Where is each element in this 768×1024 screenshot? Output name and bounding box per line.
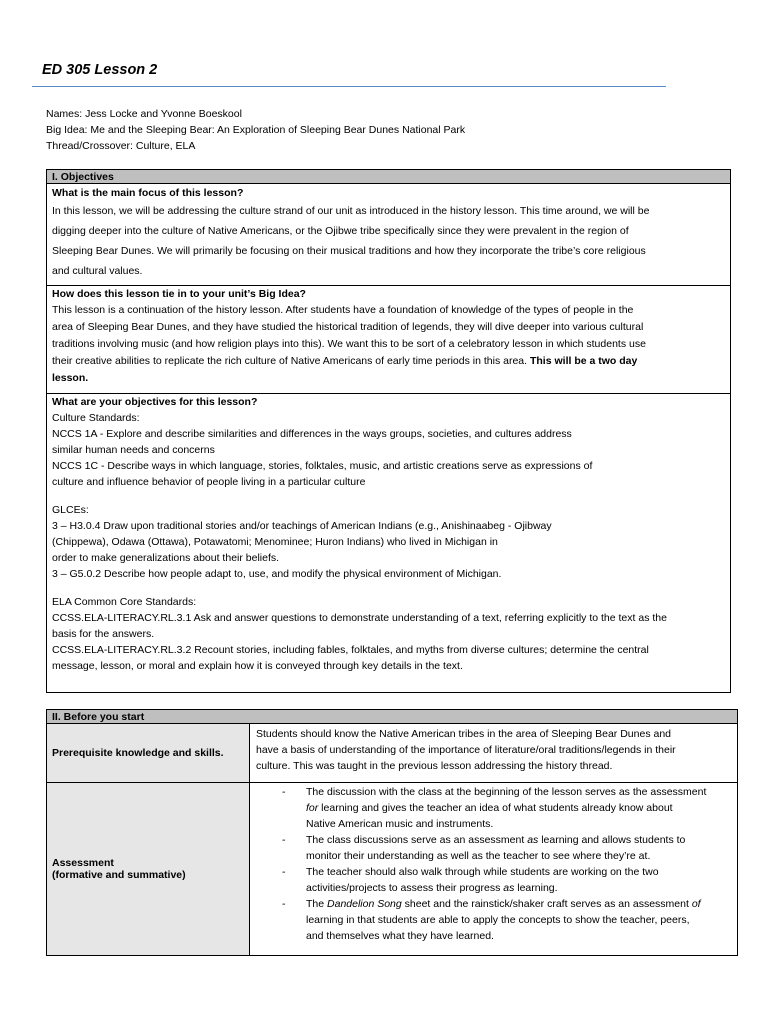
assessment-label-line: Assessment [52,857,114,869]
big-idea-line: Big Idea: Me and the Sleeping Bear: An Exploration of Sleeping Bear Dunes National Park [46,124,466,136]
focus-line: In this lesson, we will be addressing the culture strand of our unit as introduced in the history lesson. This time around, we will be [52,205,650,217]
lesson-meta [46,106,465,154]
focus-line: digging deeper into the culture of Native Americans, or the Ojibwe tribe specifically since they were prevalent in the region of [52,225,629,237]
focus-line: and cultural values. [52,265,143,277]
assessment-value [250,783,738,956]
culture-standard-line: NCCS 1C - Describe ways in which language, stories, folktales, music, and artistic creations serve as expressions of [52,460,593,472]
thread-line: Thread/Crossover: Culture, ELA [46,140,196,152]
glce-line: order to make generalizations about their beliefs. [52,552,280,564]
before-you-start-table [46,709,738,956]
glce-line: (Chippewa), Odawa (Ottawa), Potawatomi; Menominee; Huron Indians) who lived in Michigan in [52,536,498,548]
focus-line: Sleeping Bear Dunes. We will primarily be focusing on their musical traditions and how they incorporate the tribe’s core religious [52,245,646,257]
prereq-value [250,724,738,783]
prereq-row [47,724,737,783]
culture-standard-line: similar human needs and concerns [52,444,215,456]
tie-line [52,353,725,370]
culture-standard-line: culture and influence behavior of people living in a particular culture [52,476,366,488]
assessment-list [256,784,731,944]
objectives-header: I. Objectives [47,170,730,184]
assessment-row [47,783,737,956]
focus-question: What is the main focus of this lesson? [52,187,244,199]
assessment-label-line: (formative and summative) [52,869,186,881]
big-idea-tie-section [47,286,730,394]
document-title: ED 305 Lesson 2 [42,62,158,78]
glce-line: 3 – H3.0.4 Draw upon traditional stories and/or teachings of American Indians (e.g., Anishinaabeg - Ojibway [52,520,552,532]
prereq-line: have a basis of understanding of the importance of literature/oral traditions/legends in their [256,744,676,756]
tie-bold-last: lesson. [52,372,89,384]
assessment-item: - The discussion with the class at the beginning of the lesson serves as the assessment for learning and gives the teacher an idea of what students already know about Native American music and instruments. [256,784,731,832]
names-line: Names: Jess Locke and Yvonne Boeskool [46,108,242,120]
focus-section [47,184,730,286]
glce-line: 3 – G5.0.2 Describe how people adapt to, use, and modify the physical environment of Michigan. [52,568,502,580]
objectives-table [46,169,731,693]
assessment-label [47,783,250,956]
tie-bold-note: This will be a two day [527,355,638,367]
before-header: II. Before you start [47,710,737,724]
glce-label: GLCEs: [52,504,89,516]
tie-line: traditions involving music (and how religion plays into this). We want this to be sort of a celebratory lesson in which students use [52,338,646,350]
tie-line: area of Sleeping Bear Dunes, and they have studied the historical tradition of legends, they will dive deeper into various cultural [52,321,644,333]
tie-line: This lesson is a continuation of the history lesson. After students have a foundation of knowledge of the types of people in the [52,304,634,316]
assessment-item: - The class discussions serve as an assessment as learning and allows students to monitor their understanding as well as the teacher to see where they’re at. [256,832,731,864]
prereq-line: Students should know the Native American tribes in the area of Sleeping Bear Dunes and [256,728,672,740]
ela-line: CCSS.ELA-LITERACY.RL.3.2 Recount stories, including fables, folktales, and myths from diverse cultures; determine the central [52,644,649,656]
tie-question: How does this lesson tie in to your unit’s Big Idea? [52,288,306,300]
assessment-item: - The teacher should also walk through while students are working on the two activities/projects to assess their progress as learning. [256,864,731,896]
culture-standard-line: NCCS 1A - Explore and describe similarities and differences in the ways groups, societies, and cultures address [52,428,572,440]
title-divider [32,86,666,87]
ela-line: CCSS.ELA-LITERACY.RL.3.1 Ask and answer questions to demonstrate understanding of a text, referring explicitly to the text as the [52,612,667,624]
prereq-label: Prerequisite knowledge and skills. [47,724,250,783]
ela-line: message, lesson, or moral and explain how it is conveyed through key details in the text. [52,660,463,672]
objectives-section [47,394,730,692]
before-grid [47,724,737,955]
ela-label: ELA Common Core Standards: [52,596,197,608]
culture-standards-label: Culture Standards: [52,412,140,424]
objectives-question: What are your objectives for this lesson? [52,396,258,408]
ela-line: basis for the answers. [52,628,155,640]
tie-line-text: their creative abilities to replicate the rich culture of Native Americans of early time periods in this area. [52,355,528,367]
assessment-item: - The Dandelion Song sheet and the rainstick/shaker craft serves as an assessment of learning in that students are able to apply the concepts to show the teacher, peers, and themselves what they have learned. [256,896,731,944]
prereq-line: culture. This was taught in the previous lesson addressing the history thread. [256,760,613,772]
